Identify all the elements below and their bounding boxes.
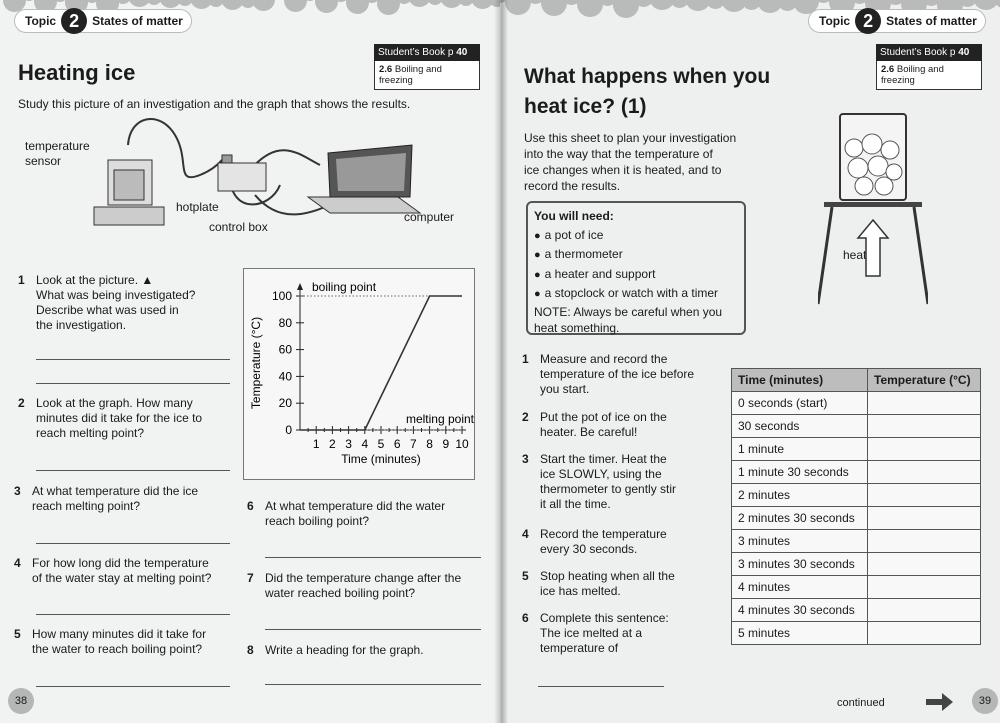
table-row: 4 minutes 30 seconds [732, 599, 981, 622]
answer-line[interactable] [538, 686, 664, 687]
annotation-label: melting point [405, 412, 475, 426]
topic-number: 2 [61, 8, 87, 34]
topic-label: Topic [819, 14, 851, 28]
y-tick-label: 100 [271, 289, 292, 303]
y-tick-label: 0 [285, 423, 292, 437]
table-row: 0 seconds (start) [732, 392, 981, 415]
label-sensor: sensor [25, 154, 62, 168]
page-number: 39 [972, 688, 998, 714]
topic-label: Topic [25, 14, 57, 28]
annotation-label: boiling point [312, 280, 377, 294]
heat-label: heat [843, 248, 867, 262]
topic-header [808, 9, 986, 33]
x-axis-label: Time (minutes) [341, 452, 421, 466]
x-tick-label: 10 [455, 437, 469, 451]
beaker-illustration [818, 108, 928, 308]
y-tick-label: 80 [278, 315, 292, 330]
question-2: 2 Look at the graph. How many minutes did it take for the ice to reach melting point? [18, 396, 203, 440]
table-header-time: Time (minutes) [732, 369, 868, 392]
temperature-graph [243, 268, 475, 480]
need-item: ● a stopclock or watch with a timer [534, 284, 738, 304]
answer-line[interactable] [36, 686, 230, 687]
step-4: 4 Record the temperature every 30 seconds. [522, 527, 667, 556]
label-hotplate: hotplate [176, 200, 219, 214]
step-1: 1 Measure and record the temperature of the ice before you start. [522, 352, 695, 396]
question-6: 6 At what temperature did the water reach boiling point? [247, 499, 446, 528]
answer-line[interactable] [36, 359, 230, 360]
answer-line[interactable] [36, 543, 230, 544]
arrow-right-icon[interactable] [926, 692, 954, 712]
answer-line[interactable] [36, 614, 230, 615]
y-tick-label: 20 [278, 396, 292, 411]
table-row: 2 minutes [732, 484, 981, 507]
x-tick-label: 9 [442, 437, 450, 451]
need-item: ● a thermometer [534, 245, 738, 265]
question-1: 1 Look at the picture. ▲ What was being investigated? Describe what was used in the investigation. [18, 273, 196, 332]
continued-label: continued [837, 697, 885, 709]
topic-name: States of matter [92, 14, 183, 28]
y-tick-label: 60 [278, 342, 292, 357]
intro-text: Study this picture of an investigation and the graph that shows the results. [18, 97, 411, 111]
need-note: heat something. [534, 320, 620, 335]
y-axis-arrow [297, 283, 303, 290]
question-3: 3 At what temperature did the ice reach melting point? [14, 484, 199, 513]
label-computer: computer [404, 210, 455, 224]
topic-header [14, 9, 192, 33]
table-row: 4 minutes [732, 576, 981, 599]
table-row: 2 minutes 30 seconds [732, 507, 981, 530]
students-book-ref: Student’s Book p 40 2.6 Boiling and freezing [374, 44, 480, 90]
page-title: What happens when you heat ice? (1) [524, 65, 771, 118]
topic-name: States of matter [886, 14, 977, 28]
answer-line[interactable] [265, 557, 481, 558]
label-temperature: temperature [25, 139, 90, 153]
x-tick-label: 4 [361, 437, 369, 451]
topic-number: 2 [855, 8, 881, 34]
table-row: 1 minute [732, 438, 981, 461]
temperature-cell[interactable] [868, 484, 981, 507]
step-3: 3 Start the timer. Heat the ice SLOWLY, using the thermometer to gently stir it all the time. [522, 452, 677, 511]
answer-line[interactable] [36, 383, 230, 384]
question-4: 4 For how long did the temperature of the water stay at melting point? [14, 556, 212, 585]
table-row: 1 minute 30 seconds [732, 461, 981, 484]
temperature-cell[interactable] [868, 461, 981, 484]
x-tick-label: 7 [410, 437, 417, 451]
answer-line[interactable] [36, 470, 230, 471]
label-control-box: control box [209, 220, 268, 234]
x-tick-label: 1 [312, 437, 320, 451]
temperature-cell[interactable] [868, 438, 981, 461]
x-tick-label: 5 [377, 437, 385, 451]
right-page [500, 0, 1000, 723]
question-5: 5 How many minutes did it take for the water to reach boiling point? [14, 627, 207, 656]
page-title: Heating ice [18, 60, 136, 85]
temperature-cell[interactable] [868, 622, 981, 645]
results-table [731, 368, 981, 645]
temperature-cell[interactable] [868, 507, 981, 530]
question-8: 8 Write a heading for the graph. [247, 643, 424, 657]
table-row: 5 minutes [732, 622, 981, 645]
temperature-cell[interactable] [868, 553, 981, 576]
table-row: 3 minutes [732, 530, 981, 553]
page-number: 38 [8, 688, 34, 714]
y-tick-label: 40 [278, 369, 292, 384]
temperature-cell[interactable] [868, 392, 981, 415]
answer-line[interactable] [265, 684, 481, 685]
table-header-temperature: Temperature (°C) [868, 369, 981, 392]
table-row: 3 minutes 30 seconds [732, 553, 981, 576]
x-tick-label: 8 [426, 437, 433, 451]
need-item: ● a heater and support [534, 265, 738, 285]
x-tick-label: 6 [393, 437, 401, 451]
students-book-ref: Student’s Book p 40 2.6 Boiling and freezing [876, 44, 982, 90]
temperature-cell[interactable] [868, 576, 981, 599]
need-heading: You will need: [534, 209, 614, 223]
temperature-cell[interactable] [868, 530, 981, 553]
temperature-cell[interactable] [868, 599, 981, 622]
step-5: 5 Stop heating when all the ice has melted. [522, 569, 675, 598]
answer-line[interactable] [265, 629, 481, 630]
x-tick-label: 2 [329, 437, 336, 451]
series-line [300, 296, 462, 430]
you-will-need-box [526, 201, 746, 335]
temperature-cell[interactable] [868, 415, 981, 438]
table-row: 30 seconds [732, 415, 981, 438]
x-tick-label: 3 [345, 437, 352, 451]
need-item: ● a pot of ice [534, 226, 738, 246]
step-2: 2 Put the pot of ice on the heater. Be careful! [522, 410, 667, 439]
need-note: NOTE: Always be careful when you [534, 304, 723, 319]
intro-text: Use this sheet to plan your investigation into the way that the temperature of ice changes when it is heated, and to record the results. [524, 131, 737, 193]
question-7: 7 Did the temperature change after the water reached boiling point? [247, 571, 462, 600]
y-axis-label: Temperature (°C) [249, 316, 263, 410]
step-6: 6 Complete this sentence: The ice melted at a temperature of [522, 611, 669, 655]
chart-svg [244, 269, 476, 481]
